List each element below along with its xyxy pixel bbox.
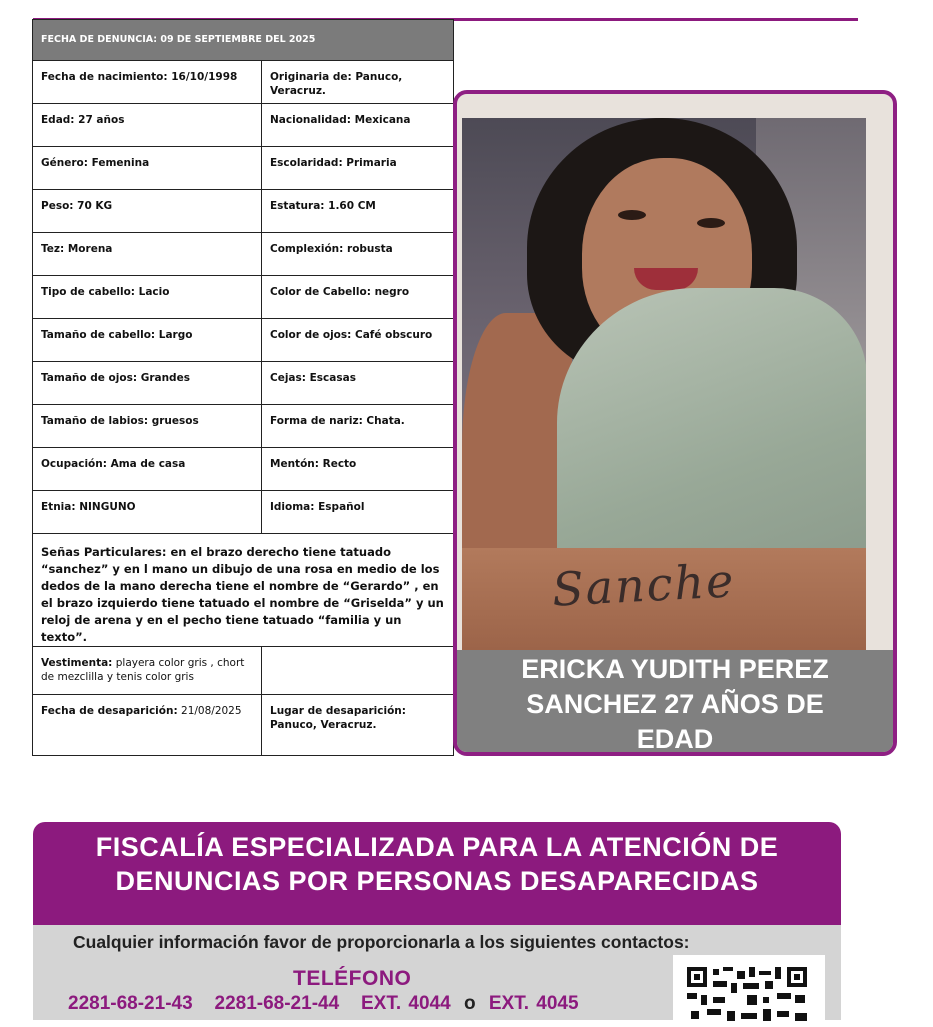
field-value: Largo <box>158 329 193 341</box>
left-field-cell <box>33 319 262 362</box>
field-row <box>33 405 454 448</box>
field-value: Ama de casa <box>110 458 186 470</box>
field-label: Color de ojos: <box>270 329 352 341</box>
photo-tattoo: Sanche <box>550 553 737 617</box>
person-name-line-1: ERICKA YUDITH PEREZ <box>521 654 829 684</box>
field-value: negro <box>374 286 410 298</box>
telefono-title: TELÉFONO <box>293 967 412 990</box>
field-value: Lacio <box>138 286 170 298</box>
field-value: Primaria <box>346 157 397 169</box>
right-field-cell <box>262 319 454 362</box>
fecha-desaparicion-label: Fecha de desaparición: <box>41 705 178 717</box>
field-label: Cejas: <box>270 372 306 384</box>
vestimenta-empty-cell <box>262 647 454 695</box>
vestimenta-cell <box>33 647 262 695</box>
left-field-cell <box>33 61 262 104</box>
left-field-cell <box>33 276 262 319</box>
contact-info-text: Cualquier información favor de proporcionarla a los siguientes contactos: <box>73 932 690 952</box>
field-label: Tamaño de labios: <box>41 415 149 427</box>
field-value: Español <box>318 501 365 513</box>
left-field-cell <box>33 190 262 233</box>
qr-code-graphic <box>687 967 811 1027</box>
field-value: gruesos <box>151 415 199 427</box>
senas-row <box>33 534 454 647</box>
field-label: Complexión: <box>270 243 344 255</box>
left-field-cell <box>33 448 262 491</box>
field-value: Femenina <box>91 157 150 169</box>
field-value: Panuco, Veracruz. <box>270 71 403 97</box>
photo-garment <box>557 288 866 588</box>
fiscalia-line-1: FISCALÍA ESPECIALIZADA PARA LA ATENCIÓN DE <box>95 832 779 862</box>
person-name-line-3: EDAD <box>636 724 714 754</box>
field-label: Escolaridad: <box>270 157 343 169</box>
top-banner <box>33 0 858 21</box>
field-row <box>33 147 454 190</box>
right-field-cell <box>262 104 454 147</box>
left-field-cell <box>33 405 262 448</box>
fiscalia-banner <box>33 822 841 925</box>
info-table <box>32 19 454 756</box>
field-label: Ocupación: <box>41 458 107 470</box>
right-field-cell <box>262 405 454 448</box>
person-name-box <box>457 650 893 752</box>
field-label: Fecha de nacimiento: <box>41 71 168 83</box>
missing-person-photo <box>462 118 866 650</box>
field-row <box>33 491 454 534</box>
right-field-cell <box>262 491 454 534</box>
left-field-cell <box>33 362 262 405</box>
field-row <box>33 448 454 491</box>
field-rows <box>33 61 454 534</box>
field-value: NINGUNO <box>79 501 136 513</box>
field-value: Mexicana <box>354 114 411 126</box>
field-row <box>33 61 454 104</box>
ext-or: o <box>463 993 476 1014</box>
field-label: Mentón: <box>270 458 319 470</box>
phone-numbers <box>68 993 579 1015</box>
lugar-desaparicion-value: Panuco, Veracruz. <box>270 719 377 731</box>
field-row <box>33 319 454 362</box>
field-label: Color de Cabello: <box>270 286 371 298</box>
senas-particulares: Señas Particulares: en el brazo derecho tiene tatuado “sanchez” y en l mano un dibujo de una rosa en medio de los dedos de la mano derecha tiene el nombre de “Gerardo” , en el brazo izquierdo tiene tatuado el nombre de “Griselda” y un reloj de arena y en el pecho tiene tatuado “familia y un texto”. <box>33 534 454 647</box>
field-label: Nacionalidad: <box>270 114 351 126</box>
field-label: Tez: <box>41 243 65 255</box>
fiscalia-line-2: DENUNCIAS POR PERSONAS DESAPARECIDAS <box>115 866 759 896</box>
field-row <box>33 233 454 276</box>
right-field-cell <box>262 233 454 276</box>
field-row <box>33 190 454 233</box>
field-value: Escasas <box>309 372 356 384</box>
fecha-desaparicion-value: 21/08/2025 <box>181 705 242 717</box>
header-row <box>33 20 454 61</box>
field-value: Café obscuro <box>355 329 433 341</box>
vestimenta-row <box>33 647 454 695</box>
right-field-cell <box>262 61 454 104</box>
right-field-cell <box>262 362 454 405</box>
photo-eye-right <box>697 218 725 228</box>
vestimenta-value: playera color gris , chort de mezclilla y tenis color gris <box>41 657 245 683</box>
right-field-cell <box>262 190 454 233</box>
qr-code-icon <box>673 955 825 1025</box>
right-field-cell <box>262 276 454 319</box>
desaparicion-row <box>33 695 454 756</box>
photo-eye-left <box>618 210 646 220</box>
ext-1: EXT. 4044 <box>361 993 451 1014</box>
field-label: Peso: <box>41 200 74 212</box>
field-value: 27 años <box>78 114 125 126</box>
field-label: Tamaño de cabello: <box>41 329 156 341</box>
right-field-cell <box>262 147 454 190</box>
field-row <box>33 362 454 405</box>
field-value: Morena <box>67 243 113 255</box>
right-field-cell <box>262 448 454 491</box>
left-field-cell <box>33 104 262 147</box>
left-field-cell <box>33 147 262 190</box>
field-value: 1.60 CM <box>328 200 376 212</box>
person-name-line-2: SANCHEZ 27 AÑOS DE <box>526 689 824 719</box>
photo-card <box>453 90 897 756</box>
field-label: Tipo de cabello: <box>41 286 135 298</box>
fecha-denuncia: FECHA DE DENUNCIA: 09 DE SEPTIEMBRE DEL 2025 <box>33 20 454 61</box>
field-value: 16/10/1998 <box>171 71 238 83</box>
fecha-desaparicion-cell <box>33 695 262 756</box>
field-label: Género: <box>41 157 88 169</box>
phone-1: 2281-68-21-43 <box>68 993 193 1014</box>
contact-panel <box>33 925 841 1020</box>
field-value: robusta <box>347 243 393 255</box>
field-label: Originaria de: <box>270 71 352 83</box>
field-label: Edad: <box>41 114 75 126</box>
left-field-cell <box>33 233 262 276</box>
field-label: Tamaño de ojos: <box>41 372 138 384</box>
field-row <box>33 276 454 319</box>
lugar-desaparicion-label: Lugar de desaparición: <box>270 705 406 717</box>
field-label: Etnia: <box>41 501 76 513</box>
field-label: Estatura: <box>270 200 325 212</box>
field-value: Chata. <box>366 415 405 427</box>
field-value: 70 KG <box>77 200 113 212</box>
phone-2: 2281-68-21-44 <box>214 993 340 1014</box>
lugar-desaparicion-cell <box>262 695 454 756</box>
field-value: Recto <box>322 458 357 470</box>
left-field-cell <box>33 491 262 534</box>
field-row <box>33 104 454 147</box>
field-label: Forma de nariz: <box>270 415 363 427</box>
field-value: Grandes <box>140 372 190 384</box>
field-label: Idioma: <box>270 501 315 513</box>
ext-2: EXT. 4045 <box>488 993 579 1014</box>
vestimenta-label: Vestimenta: <box>41 657 113 669</box>
